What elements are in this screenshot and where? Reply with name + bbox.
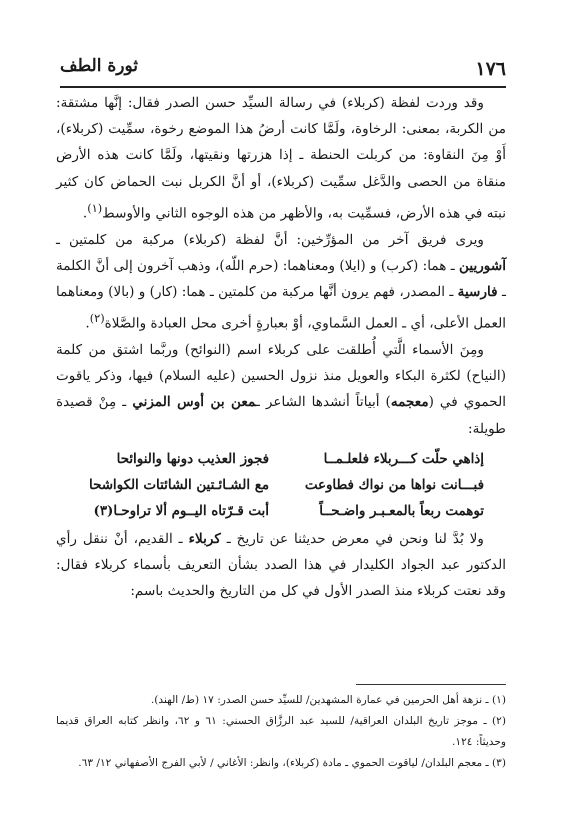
paragraph-3: ومِنَ الأسماء الَّتي أُطلقت على كربلاء اسم (النوائح) وربَّما اشتق من كلمة (النياح) لكثرة البكاء والعويل منذ نزول الحسين (عليه السلام) فيها، وذكر ياقوت الحموي في (معجمه) أبياتاً أنشدها الشاعر ـمعن بن أوس المزني ـ مِنْ قصيدة طويلة: [56,341,506,437]
poem-hemistich: أبت قـرّتاه اليــوم ألا تراوحـا(٣) [93,502,269,519]
paragraph-2: ويرى فريق آخر من المؤرِّخين: أنَّ لفظة (كربلاء) مركبة من كلمتين ـ آشوريين ـ هما: (كرب) و (ايلا) ومعناهما: (حرم اللّه)، وذهب آخرون إلى أنَّ الكلمة ـ فارسية ـ المصدر، فهم يرون أنَّها مركبة من كلمتين ـ هما: (كار) و (بالا) ومعناهما العمل الأعلى، أي ـ العمل السَّماوي، أوْ بعبارةٍ أخرى محل العبادة والصَّلاة$^{(٢)}$. [56,231,506,332]
footnote-ref: (٢) [89,311,105,326]
poem-hemistich: فجوز العذيب دونها والنوائحا [116,450,269,467]
main-text [56,90,506,604]
paragraph-1: وقد وردت لفظة (كربلاء) في رسالة السيِّد حسن الصدر فقال: إنَّها مشتقة: من الكربة، بمعنى: الرخاوة، ولَمَّا كانت أرضُ هذا الموضع رخوة، سمِّيت (كربلاء)، أَوْ مِنَ النقاوة: من كربلت الحنطة ـ إذا هزرتها ونقيتها، ولَمَّا كانت هذه الأرض منقاة من الحصى والدَّغل سمِّيت (كربلاء)، أو أنَّ الكربل نبت الحماض كان كثير نبته في هذه الأرض، فسمِّيت به، والأظهر من هذه الوجوه الثاني والأوسط$^{(١)}$. [56,95,506,222]
bold-term: معجمه [390,394,429,411]
poem-hemistich: إذاهي حلّت كـــربلاء فلعلـمــا [323,450,484,467]
bold-term: آشوريين [459,257,506,274]
paragraph-4: ولا بُدَّ لنا ونحن في معرض حديثنا عن تاريخ ـ كربلاء ـ القديم، أنْ ننقل رأي الدكتور عبد الجواد الكليدار في هذا الصدد بشأن التعريف بأسماء كربلاء فقال: وقد نعتت كربلاء منذ الصدر الأول في كل من التاريخ والحديث باسم: [56,530,506,600]
footnote-divider [356,684,506,685]
poem [56,446,506,524]
running-title: ثورة الطف [60,56,138,76]
poem-hemistich: فبـــانت نواها من نواك فطاوعت [304,476,484,493]
footnotes [56,690,506,774]
page-header [60,52,506,88]
poem-hemistich: توهمت ربعاً بالمعـبـر واضـحــاً [319,502,484,519]
footnote: (٢) ـ موجز تاريخ البلدان العراقية/ للسيد عبد الرزَّاق الحسني: ٦١ و ٦٢، وانظر كتابه العراق قديما وحديثاً: ١٢٤. [56,715,506,748]
page-number: ١٧٦ [475,58,506,80]
bold-term: معن بن أوس المزني [132,394,256,411]
bold-term: كربلاء [188,530,221,547]
poem-hemistich: مع الشـائـتين الشائتات الكواشحا [88,476,269,493]
footnote: (١) ـ نزهة أهل الحرمين في عمارة المشهدين/ للسيِّد حسن الصدر: ١٧ (ط/ الهند). [150,694,506,706]
footnote: (٣) ـ معجم البلدان/ لياقوت الحموي ـ مادة (كربلاء)، وانظر: الأغاني / لأبي الفرج الأصفهاني ١٢/ ٦٣. [78,757,506,769]
bold-term: فارسية [457,283,498,300]
footnote-ref: (١) [87,200,103,215]
